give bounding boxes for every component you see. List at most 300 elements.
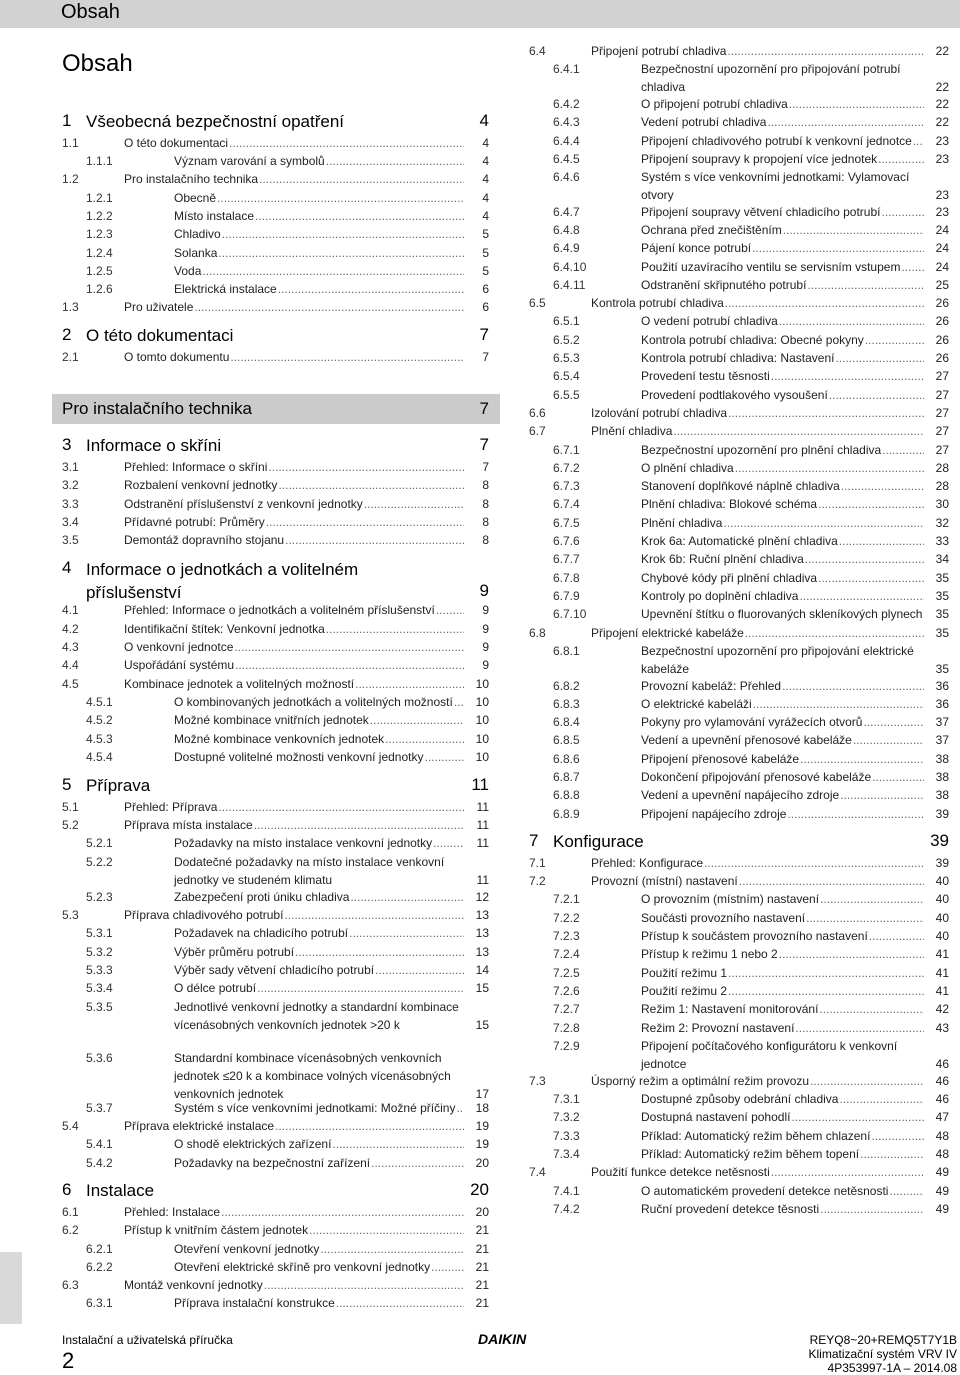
toc-entry-title bbox=[641, 945, 928, 963]
toc-entry-number: 5.1 bbox=[62, 800, 79, 814]
toc-entry-number: 5.3.4 bbox=[86, 981, 113, 995]
toc-entry-text: Požadavky na bezpečnostní zařízení bbox=[174, 1156, 371, 1170]
toc-entry-title bbox=[641, 677, 928, 695]
dot-leader bbox=[264, 1276, 464, 1294]
toc-page: 9 bbox=[482, 658, 489, 672]
dot-leader bbox=[727, 42, 924, 60]
toc-entry-title bbox=[124, 620, 468, 638]
toc-entry-number: 1.2.6 bbox=[86, 282, 113, 296]
dot-leader bbox=[218, 798, 464, 816]
toc-entry-text: O této dokumentaci bbox=[124, 136, 229, 150]
toc-entry-number: 3.5 bbox=[62, 533, 79, 547]
dot-leader bbox=[735, 459, 924, 477]
footer-manual-title: Instalační a uživatelská příručka bbox=[62, 1333, 233, 1347]
dot-leader bbox=[752, 239, 924, 257]
dot-leader bbox=[349, 924, 464, 942]
toc-entry-text: O provozním (místním) nastavení bbox=[641, 892, 820, 906]
toc-entry-text: O připojení potrubí chladiva bbox=[641, 97, 788, 111]
toc-entry-number: 7.2.2 bbox=[553, 911, 580, 925]
toc-page: 35 bbox=[935, 589, 949, 603]
dot-leader bbox=[807, 276, 924, 294]
toc-entry-title: Standardní kombinace vícenásobných venkovních jednotek ≤20 k a kombinace volných vícenásobných venkovních jednotek bbox=[174, 1051, 451, 1101]
toc-entry-title bbox=[641, 587, 928, 605]
footer-doc-code: 4P353997-1A – 2014.08 bbox=[827, 1361, 957, 1375]
toc-entry-number: 6.2.1 bbox=[86, 1242, 113, 1256]
toc-entry-title bbox=[174, 1154, 468, 1172]
toc-chapter-title: Příprava bbox=[86, 776, 151, 795]
toc-page: 6 bbox=[482, 282, 489, 296]
dot-leader bbox=[818, 569, 924, 587]
toc-entry-title bbox=[641, 367, 928, 385]
dot-leader bbox=[235, 656, 464, 674]
toc-entry-title bbox=[591, 1072, 928, 1090]
toc-entry-title bbox=[641, 713, 928, 731]
dot-leader bbox=[723, 514, 924, 532]
toc-entry-title bbox=[641, 768, 928, 786]
toc-entry-title bbox=[641, 750, 928, 768]
toc-page: 8 bbox=[482, 478, 489, 492]
toc-page: 49 bbox=[935, 1184, 949, 1198]
toc-entry-text: Pokyny pro vylamování vyrážecích otvorů bbox=[641, 715, 863, 729]
toc-entry-title bbox=[174, 225, 468, 243]
toc-entry-text: Příprava elektrické instalace bbox=[124, 1119, 275, 1133]
toc-entry-number: 5.3 bbox=[62, 908, 79, 922]
toc-entry-text: Stanovení doplňkové náplně chladiva bbox=[641, 479, 840, 493]
toc-page: 37 bbox=[935, 715, 949, 729]
footer-model-code: REYQ8~20+REMQ5T7Y1B bbox=[809, 1333, 957, 1347]
toc-page: 49 bbox=[935, 1165, 949, 1179]
toc-entry-number: 6.4.8 bbox=[553, 223, 580, 237]
toc-chapter-title: Všeobecná bezpečnostní opatření bbox=[86, 112, 345, 131]
dot-leader bbox=[326, 152, 464, 170]
toc-entry-text: Ochrana před znečištěním bbox=[641, 223, 782, 237]
dot-leader bbox=[257, 979, 464, 997]
toc-page: 4 bbox=[482, 136, 489, 150]
toc-entry-title bbox=[641, 786, 928, 804]
toc-entry-number: 6.7.3 bbox=[553, 479, 580, 493]
toc-entry-title bbox=[591, 42, 928, 60]
dot-leader bbox=[779, 945, 924, 963]
toc-entry-number: 7.3.3 bbox=[553, 1129, 580, 1143]
toc-page: 19 bbox=[475, 1119, 489, 1133]
toc-entry-number: 6.4.2 bbox=[553, 97, 580, 111]
dot-leader bbox=[789, 95, 924, 113]
toc-page: 49 bbox=[935, 1202, 949, 1216]
toc-entry-title bbox=[641, 927, 928, 945]
toc-entry-text: Úsporný režim a optimální režim provozu bbox=[591, 1074, 810, 1088]
toc-entry-title bbox=[174, 711, 468, 729]
toc-entry-number: 6.5.5 bbox=[553, 388, 580, 402]
dot-leader bbox=[835, 349, 924, 367]
toc-entry-title bbox=[124, 1203, 468, 1221]
toc-entry-text: Plnění chladiva bbox=[641, 516, 723, 530]
toc-entry-text: Pro uživatele bbox=[124, 300, 194, 314]
toc-page: 7 bbox=[479, 325, 489, 344]
toc-entry-text: O shodě elektrických zařízení bbox=[174, 1137, 332, 1151]
toc-page: 10 bbox=[475, 677, 489, 691]
toc-entry-number: 1.3 bbox=[62, 300, 79, 314]
toc-entry-text: Použití funkce detekce netěsnosti bbox=[591, 1165, 770, 1179]
toc-chapter-title: O této dokumentaci bbox=[86, 326, 234, 345]
toc-entry-text: Kombinace jednotek a volitelných možností bbox=[124, 677, 355, 691]
dot-leader bbox=[799, 587, 924, 605]
toc-page: 40 bbox=[935, 892, 949, 906]
toc-entry-title bbox=[174, 961, 468, 979]
toc-page: 11 bbox=[476, 873, 489, 887]
toc-entry-text: Identifikační štítek: Venkovní jednotka bbox=[124, 622, 325, 636]
toc-page: 27 bbox=[935, 388, 949, 402]
toc-entry-number: 7.4.2 bbox=[553, 1202, 580, 1216]
dot-leader bbox=[829, 386, 924, 404]
toc-entry-text: Odstranění příslušenství z venkovní jednotky bbox=[124, 497, 363, 511]
toc-entry-title bbox=[124, 134, 468, 152]
toc-entry-number: 5.4.1 bbox=[86, 1137, 113, 1151]
toc-page: 9 bbox=[482, 622, 489, 636]
toc-page: 22 bbox=[935, 44, 949, 58]
toc-entry-text: Připojení potrubí chladiva bbox=[591, 44, 727, 58]
toc-entry-number: 6.4.7 bbox=[553, 205, 580, 219]
toc-entry-number: 1.2.4 bbox=[86, 246, 113, 260]
dot-leader bbox=[221, 1203, 464, 1221]
toc-page: 10 bbox=[475, 695, 489, 709]
toc-entry-title bbox=[124, 348, 468, 366]
dot-leader bbox=[839, 532, 924, 550]
toc-entry-text: Systém s více venkovními jednotkami: Možné příčiny bbox=[174, 1101, 456, 1115]
toc-entry-title bbox=[641, 1090, 928, 1108]
side-tab-marker bbox=[0, 1252, 22, 1324]
toc-entry-number: 7.2.3 bbox=[553, 929, 580, 943]
dot-leader bbox=[259, 170, 464, 188]
toc-entry-title bbox=[641, 203, 928, 221]
toc-entry-text: O kombinovaných jednotkách a volitelných možností bbox=[174, 695, 453, 709]
toc-page: 9 bbox=[482, 603, 489, 617]
toc-page: 42 bbox=[935, 1002, 949, 1016]
toc-page: 26 bbox=[935, 351, 949, 365]
toc-entry-number: 6.8.4 bbox=[553, 715, 580, 729]
toc-entry-text: Režim 2: Provozní nastavení bbox=[641, 1021, 795, 1035]
toc-page: 40 bbox=[935, 911, 949, 925]
toc-entry-number: 6.4.11 bbox=[553, 278, 586, 292]
toc-entry-title bbox=[641, 514, 928, 532]
toc-entry-title bbox=[641, 477, 928, 495]
daikin-logo bbox=[478, 1332, 544, 1346]
toc-part-title: Pro instalačního technika bbox=[62, 399, 252, 418]
dot-leader bbox=[901, 258, 924, 276]
toc-page: 39 bbox=[930, 831, 949, 850]
toc-entry-number: 3.3 bbox=[62, 497, 79, 511]
dot-leader bbox=[254, 816, 464, 834]
toc-entry-title bbox=[591, 872, 928, 890]
toc-entry-text: Použití režimu 2 bbox=[641, 984, 728, 998]
toc-entry-number: 5.2.2 bbox=[86, 855, 113, 869]
toc-entry-number: 7.4 bbox=[529, 1165, 546, 1179]
toc-page: 6 bbox=[482, 300, 489, 314]
toc-entry-title bbox=[641, 731, 928, 749]
toc-entry-text: Dostupné volitelné možnosti venkovní jednotky bbox=[174, 750, 424, 764]
toc-entry-number: 4.5.4 bbox=[86, 750, 113, 764]
toc-entry-title bbox=[174, 834, 468, 852]
toc-entry-title bbox=[174, 152, 468, 170]
toc-entry-title bbox=[591, 1163, 928, 1181]
toc-entry-title bbox=[174, 943, 468, 961]
toc-entry-number: 6.7.2 bbox=[553, 461, 580, 475]
toc-entry-number: 6.7 bbox=[529, 424, 546, 438]
toc-entry-title bbox=[641, 532, 928, 550]
toc-entry-text: Přehled: Konfigurace bbox=[591, 856, 704, 870]
dot-leader bbox=[375, 961, 464, 979]
toc-entry-title bbox=[591, 624, 928, 642]
toc-entry-title bbox=[124, 1276, 468, 1294]
toc-entry-text: Kontrola potrubí chladiva: Nastavení bbox=[641, 351, 835, 365]
dot-leader bbox=[364, 495, 464, 513]
dot-leader bbox=[268, 458, 464, 476]
toc-entry-number: 4.4 bbox=[62, 658, 79, 672]
toc-page: 26 bbox=[935, 314, 949, 328]
toc-entry-number: 6.8.2 bbox=[553, 679, 580, 693]
dot-leader bbox=[818, 495, 924, 513]
toc-page: 21 bbox=[475, 1260, 489, 1274]
toc-entry-number: 6.8.6 bbox=[553, 752, 580, 766]
dot-leader bbox=[753, 695, 924, 713]
toc-entry-title bbox=[641, 1000, 928, 1018]
dot-leader bbox=[853, 731, 924, 749]
toc-entry-text: Přehled: Instalace bbox=[124, 1205, 221, 1219]
toc-entry-number: 6.8.7 bbox=[553, 770, 580, 784]
toc-entry-number: 1.2.2 bbox=[86, 209, 113, 223]
toc-entry-title bbox=[174, 189, 468, 207]
toc-entry-number: 5.3.3 bbox=[86, 963, 113, 977]
toc-page: 7 bbox=[479, 435, 489, 454]
dot-leader bbox=[217, 189, 464, 207]
toc-entry-number: 6.7.8 bbox=[553, 571, 580, 585]
dot-leader bbox=[869, 927, 924, 945]
dot-leader bbox=[791, 1108, 924, 1126]
toc-entry-text: Připojení chladivového potrubí k venkovní jednotce bbox=[641, 134, 912, 148]
toc-entry-number: 6.8.8 bbox=[553, 788, 580, 802]
toc-page: 9 bbox=[482, 640, 489, 654]
toc-entry-number: 6.7.4 bbox=[553, 497, 580, 511]
toc-entry-number: 6.7.10 bbox=[553, 607, 587, 621]
toc-entry-number: 5.4.2 bbox=[86, 1156, 113, 1170]
toc-entry-title bbox=[124, 513, 468, 531]
toc-entry-number: 6.5.3 bbox=[553, 351, 580, 365]
toc-entry-title: Bezpečnostní upozornění pro připojování potrubí chladiva bbox=[641, 62, 901, 94]
toc-entry-text: Rozbalení venkovní jednotky bbox=[124, 478, 278, 492]
toc-entry-text: Chybové kódy při plnění chladiva bbox=[641, 571, 818, 585]
toc-page: 41 bbox=[935, 984, 949, 998]
toc-entry-number: 6.7.1 bbox=[553, 443, 580, 457]
toc-entry-number: 6.8.9 bbox=[553, 807, 580, 821]
dot-leader bbox=[424, 748, 464, 766]
toc-entry-number: 5.3.5 bbox=[86, 1000, 113, 1014]
toc-entry-text: Připojení soupravy větvení chladicího potrubí bbox=[641, 205, 881, 219]
toc-entry-title bbox=[641, 1145, 928, 1163]
dot-leader bbox=[882, 441, 924, 459]
toc-entry-title bbox=[641, 258, 928, 276]
dot-leader bbox=[739, 872, 924, 890]
toc-entry-number: 1.1.1 bbox=[86, 154, 113, 168]
toc-entry-title bbox=[641, 132, 928, 150]
toc-entry-title bbox=[641, 805, 928, 823]
footer-model-info bbox=[809, 1333, 958, 1375]
toc-entry-title bbox=[641, 695, 928, 713]
dot-leader bbox=[810, 1072, 924, 1090]
dot-leader bbox=[218, 244, 464, 262]
toc-page: 13 bbox=[475, 908, 489, 922]
toc-entry-number: 6.2.2 bbox=[86, 1260, 113, 1274]
toc-entry-title bbox=[641, 1108, 928, 1126]
dot-leader bbox=[820, 1200, 924, 1218]
toc-page: 46 bbox=[935, 1057, 949, 1071]
toc-entry-number: 6.5.2 bbox=[553, 333, 580, 347]
toc-entry-number: 6.7.9 bbox=[553, 589, 580, 603]
dot-leader bbox=[782, 677, 924, 695]
toc-page: 24 bbox=[935, 260, 949, 274]
toc-entry-text: O automatickém provedení detekce netěsnosti bbox=[641, 1184, 889, 1198]
dot-leader bbox=[284, 906, 464, 924]
toc-page: 48 bbox=[935, 1129, 949, 1143]
toc-entry-text: Montáž venkovní jednotky bbox=[124, 1278, 263, 1292]
toc-page: 48 bbox=[935, 1147, 949, 1161]
dot-leader bbox=[820, 890, 924, 908]
toc-entry-number: 7.2.5 bbox=[553, 966, 580, 980]
toc-page: 13 bbox=[475, 926, 489, 940]
dot-leader bbox=[728, 964, 924, 982]
toc-page: 11 bbox=[471, 775, 489, 794]
toc-page: 21 bbox=[475, 1296, 489, 1310]
toc-page: 26 bbox=[935, 333, 949, 347]
toc-page: 23 bbox=[935, 134, 949, 148]
toc-entry-title bbox=[641, 349, 928, 367]
toc-page: 32 bbox=[935, 516, 949, 530]
toc-entry-text: Chladivo bbox=[174, 227, 221, 241]
toc-entry-title bbox=[124, 906, 468, 924]
toc-page: 4 bbox=[482, 209, 489, 223]
toc-entry-number: 4.5 bbox=[62, 677, 79, 691]
toc-entry-text: Vedení a upevnění napájecího zdroje bbox=[641, 788, 840, 802]
dot-leader bbox=[745, 624, 924, 642]
dot-leader bbox=[332, 1135, 464, 1153]
toc-page: 35 bbox=[935, 607, 949, 621]
toc-entry-text: Přídavné potrubí: Průměry bbox=[124, 515, 265, 529]
toc-page: 41 bbox=[935, 966, 949, 980]
toc-entry-title bbox=[591, 404, 928, 422]
toc-entry-title bbox=[641, 441, 928, 459]
dot-leader bbox=[385, 730, 464, 748]
toc-entry-text: Bezpečnostní upozornění pro plnění chladiva bbox=[641, 443, 882, 457]
toc-entry-title bbox=[641, 386, 928, 404]
toc-entry-title bbox=[641, 569, 928, 587]
toc-page: 46 bbox=[935, 1092, 949, 1106]
toc-entry-title bbox=[124, 1221, 468, 1239]
toc-page: 35 bbox=[935, 662, 949, 676]
toc-page: 22 bbox=[935, 115, 949, 129]
toc-page: 18 bbox=[475, 1101, 489, 1115]
toc-entry-title bbox=[124, 495, 468, 513]
toc-entry-title bbox=[124, 798, 468, 816]
toc-page: 24 bbox=[935, 223, 949, 237]
toc-entry-number: 6.4.9 bbox=[553, 241, 580, 255]
toc-entry-title bbox=[641, 113, 928, 131]
toc-page: 38 bbox=[935, 752, 949, 766]
toc-page: 7 bbox=[482, 350, 489, 364]
toc-page: 23 bbox=[935, 205, 949, 219]
toc-page: 35 bbox=[935, 626, 949, 640]
toc-page: 5 bbox=[482, 227, 489, 241]
toc-page: 23 bbox=[935, 188, 949, 202]
dot-leader bbox=[840, 786, 924, 804]
dot-leader bbox=[456, 1099, 464, 1117]
dot-leader bbox=[863, 713, 924, 731]
toc-chapter-number: 5 bbox=[62, 775, 72, 794]
toc-entry-title bbox=[641, 1127, 928, 1145]
toc-page: 36 bbox=[935, 697, 949, 711]
toc-entry-number: 6.7.6 bbox=[553, 534, 580, 548]
toc-entry-number: 7.1 bbox=[529, 856, 546, 870]
toc-page: 14 bbox=[475, 963, 489, 977]
toc-entry-text: Zabezpečení proti úniku chladiva bbox=[174, 890, 350, 904]
toc-page: 10 bbox=[475, 732, 489, 746]
toc-entry-number: 7.3 bbox=[529, 1074, 546, 1088]
toc-entry-text: Provedení podtlakového vysoušení bbox=[641, 388, 828, 402]
page-header-bar bbox=[0, 0, 960, 28]
dot-leader bbox=[285, 531, 464, 549]
toc-entry-number: 6.4.1 bbox=[553, 62, 580, 76]
dot-leader bbox=[865, 331, 924, 349]
toc-entry-number: 6.1 bbox=[62, 1205, 79, 1219]
toc-entry-text: Součásti provozního nastavení bbox=[641, 911, 806, 925]
toc-entry-title bbox=[641, 312, 928, 330]
toc-entry-number: 5.3.7 bbox=[86, 1101, 113, 1115]
toc-page: 37 bbox=[935, 733, 949, 747]
toc-page: 47 bbox=[935, 1110, 949, 1124]
toc-page: 17 bbox=[475, 1087, 489, 1101]
toc-entry-number: 1.2.3 bbox=[86, 227, 113, 241]
toc-entry-title bbox=[641, 95, 928, 113]
toc-page: 34 bbox=[935, 552, 949, 566]
toc-entry-number: 2.1 bbox=[62, 350, 79, 364]
toc-entry-text: Připojení napájecího zdroje bbox=[641, 807, 787, 821]
dot-leader bbox=[771, 1163, 924, 1181]
toc-entry-number: 6.6 bbox=[529, 406, 546, 420]
toc-page: 22 bbox=[935, 80, 949, 94]
toc-entry-title bbox=[641, 459, 928, 477]
toc-entry-title bbox=[641, 982, 928, 1000]
toc-entry-text: Dostupná nastavení pohodlí bbox=[641, 1110, 791, 1124]
toc-entry-number: 5.3.6 bbox=[86, 1051, 113, 1065]
toc-page: 20 bbox=[470, 1180, 489, 1199]
toc-entry-text: Použití režimu 1 bbox=[641, 966, 728, 980]
toc-page: 27 bbox=[935, 406, 949, 420]
toc-entry-title bbox=[641, 1200, 928, 1218]
toc-page: 33 bbox=[935, 534, 949, 548]
dot-leader bbox=[783, 221, 924, 239]
dot-leader bbox=[871, 1127, 924, 1145]
toc-entry-title bbox=[641, 331, 928, 349]
toc-entry-number: 3.4 bbox=[62, 515, 79, 529]
toc-entry-title bbox=[174, 262, 468, 280]
toc-entry-text: Přístup k režimu 1 nebo 2 bbox=[641, 947, 778, 961]
footer-system-name: Klimatizační systém VRV IV bbox=[808, 1347, 957, 1361]
toc-entry-text: Plnění chladiva bbox=[591, 424, 673, 438]
dot-leader bbox=[913, 132, 924, 150]
toc-chapter-number: 2 bbox=[62, 325, 72, 344]
toc-entry-title bbox=[641, 150, 928, 168]
toc-entry-number: 3.2 bbox=[62, 478, 79, 492]
toc-page: 4 bbox=[479, 111, 489, 130]
toc-entry-text: O tomto dokumentu bbox=[124, 350, 230, 364]
toc-entry-title: Dodatečné požadavky na místo instalace venkovní jednotky ve studeném klimatu bbox=[174, 855, 445, 887]
